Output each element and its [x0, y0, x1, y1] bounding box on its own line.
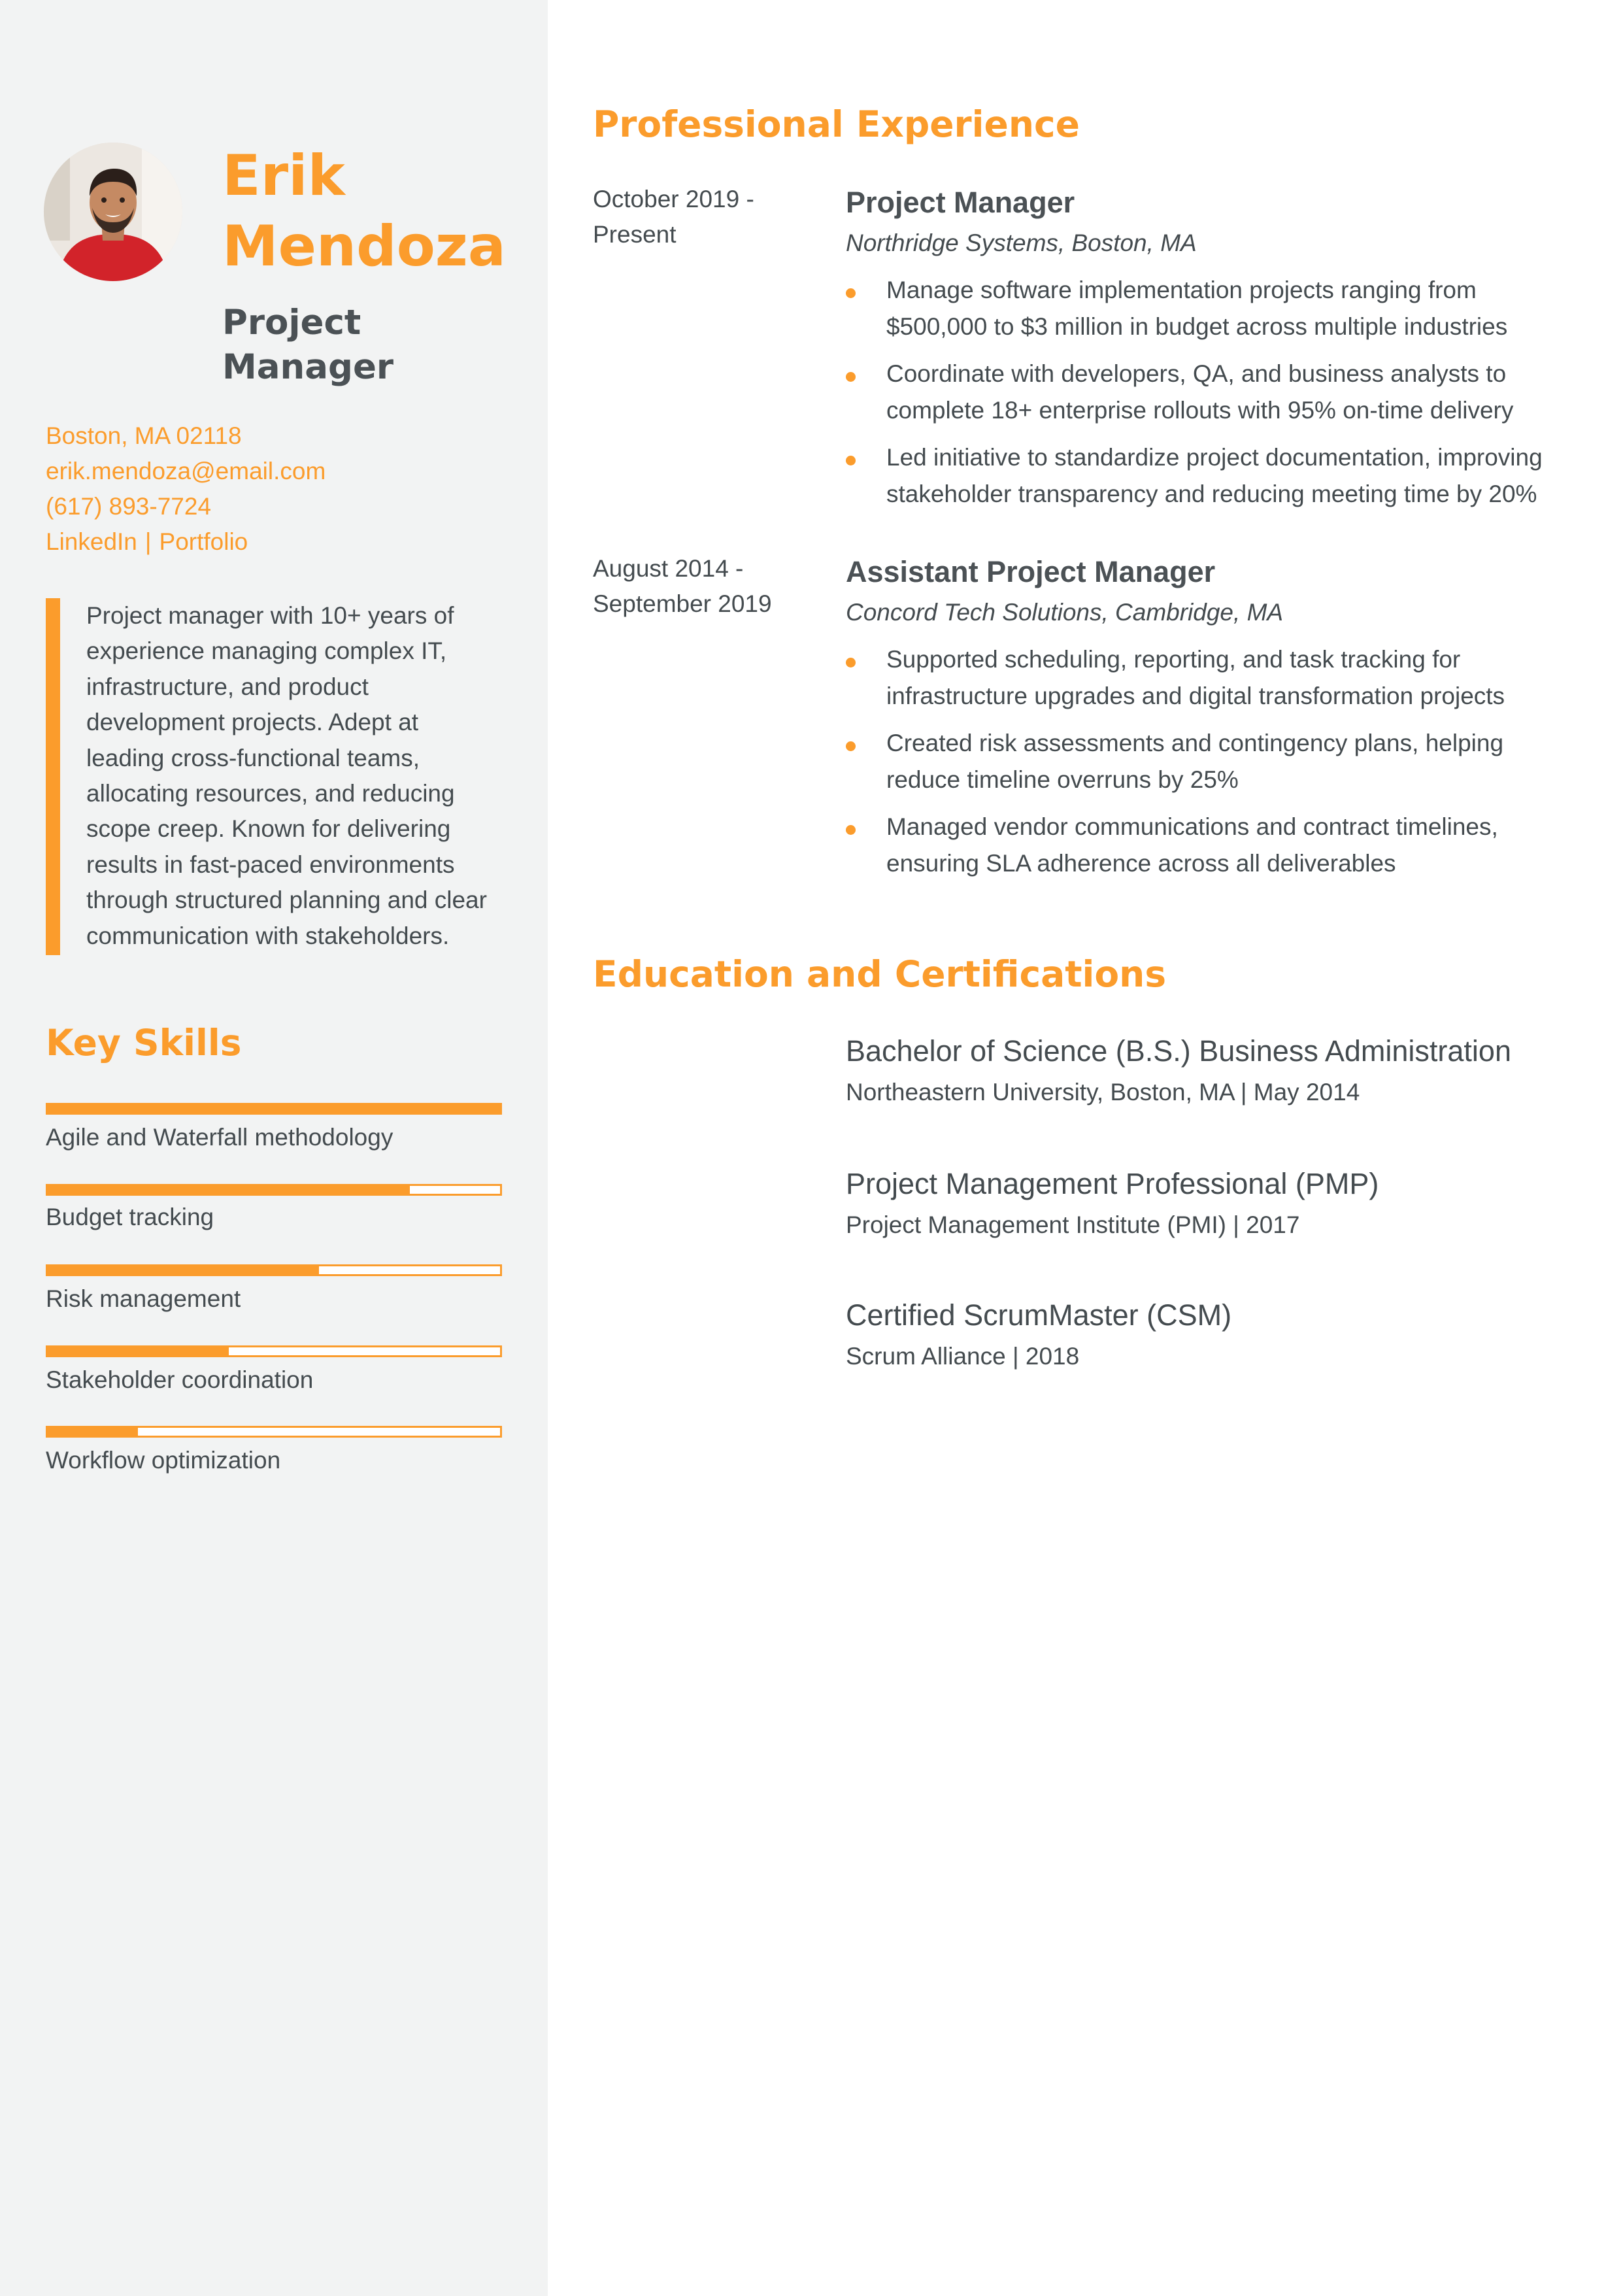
summary-text — [60, 598, 518, 954]
skill-bar — [46, 1184, 502, 1196]
bullet-line: Created risk assessments and contingency plans, helping — [886, 730, 1504, 756]
education-title: Bachelor of Science (B.S.) Business Administration — [846, 1034, 1511, 1068]
job-date-end: September 2019 — [593, 590, 772, 617]
skill-label: Workflow optimization — [46, 1447, 281, 1474]
contact-location: Boston, MA 02118 — [46, 422, 242, 449]
profile-photo — [44, 143, 182, 281]
summary-line: results in fast-paced environments — [86, 851, 455, 878]
education-heading: Education and Certifications — [593, 953, 1167, 995]
bullet-item — [846, 356, 1584, 429]
summary-line: through structured planning and clear — [86, 886, 487, 914]
education-detail: Project Management Institute (PMI) | 2017 — [846, 1211, 1300, 1238]
bullet-item — [846, 439, 1584, 513]
summary-line: experience managing complex IT, — [86, 637, 447, 665]
summary-line: development projects. Adept at — [86, 709, 419, 736]
title-line-2: Manager — [222, 347, 394, 387]
experience-heading: Professional Experience — [593, 103, 1080, 145]
bullet-item — [846, 809, 1584, 882]
summary-line: allocating resources, and reducing — [86, 780, 455, 807]
contact-email[interactable]: erik.mendoza@email.com — [46, 458, 326, 484]
job-title: Assistant Project Manager — [846, 555, 1216, 588]
skill-bar — [46, 1264, 502, 1276]
skill-bar — [46, 1426, 502, 1438]
skill-bar — [46, 1345, 502, 1357]
skill-bar-fill — [48, 1428, 138, 1436]
bullet-line: Manage software implementation projects ranging from — [886, 277, 1477, 303]
link-separator: | — [144, 528, 152, 555]
education-title: Certified ScrumMaster (CSM) — [846, 1298, 1232, 1332]
bullet-dot-icon — [846, 288, 856, 298]
job-date-start: August 2014 - — [593, 555, 744, 582]
job-bullets — [846, 641, 1584, 892]
summary-line: Project manager with 10+ years of — [86, 602, 454, 629]
skill-bar-fill — [48, 1347, 229, 1355]
bullet-dot-icon — [846, 825, 856, 835]
bullet-line: complete 18+ enterprise rollouts with 95% on-time delivery — [886, 397, 1514, 424]
bullet-line: Coordinate with developers, QA, and business analysts to — [886, 360, 1507, 387]
bullet-item — [846, 272, 1584, 345]
contact-links — [46, 524, 248, 560]
title-line-1: Project — [222, 303, 361, 343]
contact-phone[interactable]: (617) 893-7724 — [46, 493, 212, 520]
job-dates — [593, 182, 828, 252]
bullet-dot-icon — [846, 372, 856, 382]
skill-label: Budget tracking — [46, 1204, 214, 1230]
summary-line: infrastructure, and product — [86, 673, 369, 700]
job-date-start: October 2019 - — [593, 186, 754, 212]
bullet-item — [846, 641, 1584, 715]
job-company: Northridge Systems, Boston, MA — [846, 229, 1197, 256]
skill-bar-fill — [48, 1186, 410, 1194]
summary-line: scope creep. Known for delivering — [86, 815, 451, 843]
candidate-name — [222, 141, 506, 282]
summary-block — [46, 598, 518, 955]
bullet-dot-icon — [846, 741, 856, 751]
bullet-line: ensuring SLA adherence across all deliverables — [886, 850, 1396, 877]
skill-label: Agile and Waterfall methodology — [46, 1124, 393, 1151]
education-detail: Northeastern University, Boston, MA | May 2014 — [846, 1079, 1360, 1106]
summary-line: leading cross-functional teams, — [86, 744, 420, 771]
education-detail: Scrum Alliance | 2018 — [846, 1343, 1080, 1370]
skill-bar-fill — [48, 1266, 319, 1274]
bullet-dot-icon — [846, 456, 856, 465]
skill-label: Risk management — [46, 1285, 241, 1312]
bullet-line: Led initiative to standardize project documentation, improving — [886, 444, 1543, 471]
bullet-line: $500,000 to $3 million in budget across multiple industries — [886, 313, 1508, 340]
skills-heading: Key Skills — [46, 1022, 242, 1064]
job-company: Concord Tech Solutions, Cambridge, MA — [846, 599, 1284, 626]
last-name: Mendoza — [222, 214, 506, 279]
bullet-dot-icon — [846, 658, 856, 667]
linkedin-link[interactable]: LinkedIn — [46, 528, 137, 555]
job-dates — [593, 551, 828, 622]
education-title: Project Management Professional (PMP) — [846, 1167, 1379, 1200]
job-date-end: Present — [593, 221, 677, 248]
bullet-line: Supported scheduling, reporting, and task tracking for — [886, 646, 1461, 673]
skill-label: Stakeholder coordination — [46, 1366, 314, 1393]
job-title-header — [222, 301, 393, 390]
bullet-item — [846, 725, 1584, 798]
skill-bar-fill — [48, 1105, 500, 1113]
summary-line: communication with stakeholders. — [86, 922, 450, 949]
job-title: Project Manager — [846, 186, 1075, 219]
bullet-line: stakeholder transparency and reducing meeting time by 20% — [886, 481, 1537, 507]
first-name: Erik — [222, 143, 345, 209]
job-bullets — [846, 272, 1584, 523]
bullet-line: infrastructure upgrades and digital transformation projects — [886, 683, 1505, 709]
skill-bar — [46, 1103, 502, 1115]
portfolio-link[interactable]: Portfolio — [159, 528, 248, 555]
bullet-line: reduce timeline overruns by 25% — [886, 766, 1239, 793]
bullet-line: Managed vendor communications and contract timelines, — [886, 813, 1498, 840]
sidebar — [0, 0, 548, 2296]
